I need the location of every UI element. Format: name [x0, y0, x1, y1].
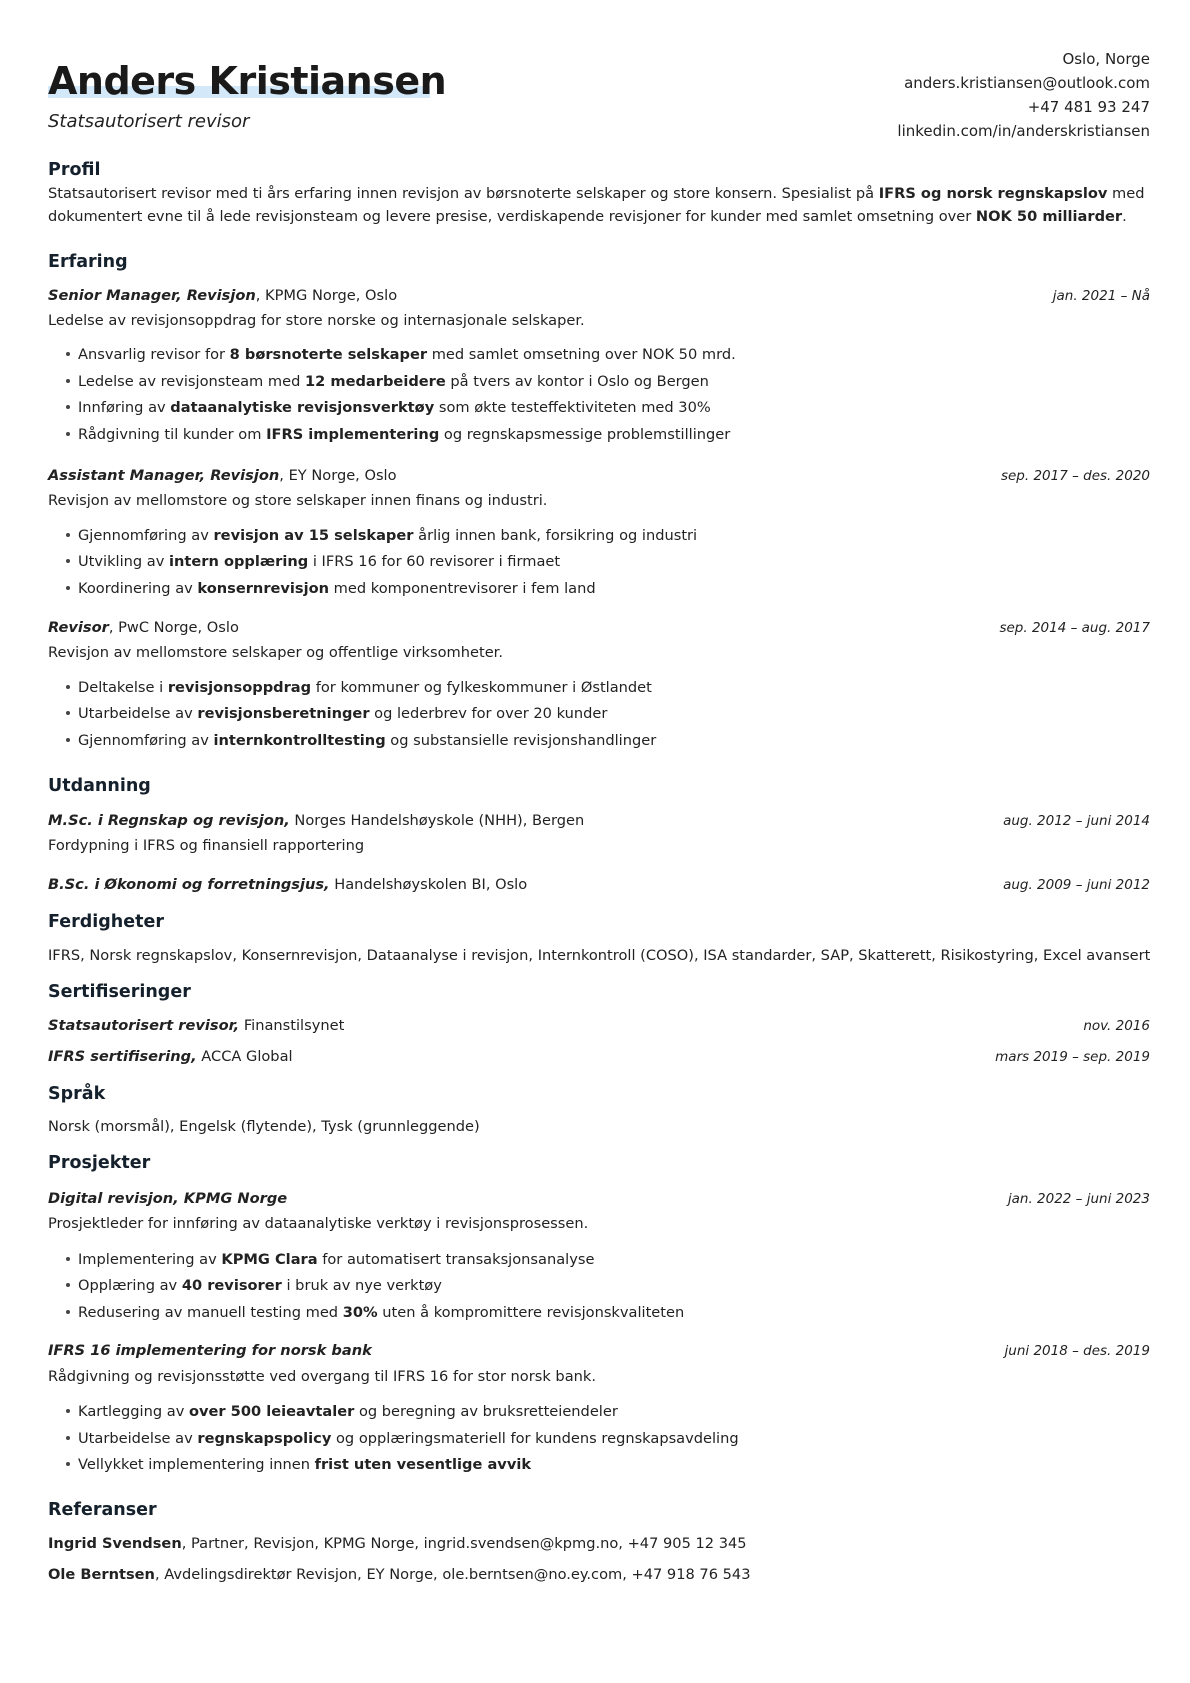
- profile-line-2: dokumentert evne til å lede revisjonsteam og levere presise, verdiskapende revisjoner for kunder med samlet omsetning over NOK 50 milliarder.: [48, 208, 1127, 225]
- section-heading-skills: Ferdigheter: [48, 910, 164, 934]
- bullet-icon: [66, 352, 70, 356]
- bullet-icon: [66, 586, 70, 590]
- bullet-icon: [66, 1283, 70, 1287]
- list-item: Kartlegging av over 500 leieavtaler og beregning av bruksretteiendeler: [66, 1401, 618, 1423]
- section-heading-profile: Profil: [48, 158, 100, 182]
- experience-entry-desc: Revisjon av mellomstore selskaper og offentlige virksomheter.: [48, 644, 503, 661]
- list-item: Deltakelse i revisjonsoppdrag for kommuner og fylkeskommuner i Østlandet: [66, 677, 652, 699]
- bullet-icon: [66, 405, 70, 409]
- reference-entry: Ole Berntsen, Avdelingsdirektør Revisjon, EY Norge, ole.berntsen@no.ey.com, +47 918 76 543: [48, 1566, 751, 1583]
- list-item: Innføring av dataanalytiske revisjonsverktøy som økte testeffektiviteten med 30%: [66, 397, 711, 419]
- contact-phone[interactable]: +47 481 93 247: [1027, 98, 1150, 116]
- education-entry-title: M.Sc. i Regnskap og revisjon, Norges Handelshøyskole (NHH), Bergen: [48, 812, 585, 829]
- list-item: Rådgivning til kunder om IFRS implementering og regnskapsmessige problemstillinger: [66, 424, 730, 446]
- project-entry-dates: jan. 2022 – juni 2023: [1007, 1191, 1150, 1207]
- bullet-icon: [66, 1436, 70, 1440]
- experience-entry-dates: sep. 2014 – aug. 2017: [999, 620, 1150, 636]
- section-heading-references: Referanser: [48, 1498, 157, 1522]
- experience-entry-title: Senior Manager, Revisjon, KPMG Norge, Oslo: [48, 287, 398, 304]
- list-item: Ansvarlig revisor for 8 børsnoterte selskaper med samlet omsetning over NOK 50 mrd.: [66, 344, 736, 366]
- bullet-icon: [66, 379, 70, 383]
- bullet-icon: [66, 432, 70, 436]
- list-item: Implementering av KPMG Clara for automatisert transaksjonsanalyse: [66, 1249, 594, 1271]
- list-item: Koordinering av konsernrevisjon med komponentrevisorer i fem land: [66, 578, 596, 600]
- list-item: Redusering av manuell testing med 30% uten å kompromittere revisjonskvaliteten: [66, 1302, 684, 1324]
- languages-list: Norsk (morsmål), Engelsk (flytende), Tysk (grunnleggende): [48, 1118, 480, 1135]
- certification-dates: mars 2019 – sep. 2019: [995, 1049, 1150, 1065]
- candidate-name: Anders Kristiansen: [48, 59, 447, 103]
- list-item: Utvikling av intern opplæring i IFRS 16 for 60 revisorer i firmaet: [66, 551, 560, 573]
- list-item: Gjennomføring av revisjon av 15 selskaper årlig innen bank, forsikring og industri: [66, 525, 697, 547]
- skills-list: IFRS, Norsk regnskapslov, Konsernrevisjon, Dataanalyse i revisjon, Internkontroll (COSO), ISA standarder, SAP, Skatterett, Risikostyring, Excel avansert: [48, 947, 1151, 964]
- experience-entry-title: Revisor, PwC Norge, Oslo: [48, 619, 239, 636]
- section-heading-projects: Prosjekter: [48, 1151, 150, 1175]
- list-item: Utarbeidelse av regnskapspolicy og opplæringsmateriell for kundens regnskapsavdeling: [66, 1428, 739, 1450]
- experience-entry-desc: Ledelse av revisjonsoppdrag for store norske og internasjonale selskaper.: [48, 312, 585, 329]
- project-entry-title: Digital revisjon, KPMG Norge: [48, 1190, 288, 1207]
- education-entry-note: Fordypning i IFRS og finansiell rapportering: [48, 837, 365, 854]
- bullet-icon: [66, 1409, 70, 1413]
- bullet-icon: [66, 533, 70, 537]
- list-item: Ledelse av revisjonsteam med 12 medarbeidere på tvers av kontor i Oslo og Bergen: [66, 371, 709, 393]
- section-heading-experience: Erfaring: [48, 250, 128, 274]
- project-entry-desc: Rådgivning og revisjonsstøtte ved overgang til IFRS 16 for stor norsk bank.: [48, 1368, 596, 1385]
- education-entry-dates: aug. 2012 – juni 2014: [1003, 813, 1150, 829]
- section-heading-languages: Språk: [48, 1082, 105, 1106]
- reference-entry: Ingrid Svendsen, Partner, Revisjon, KPMG Norge, ingrid.svendsen@kpmg.no, +47 905 12 345: [48, 1535, 747, 1552]
- section-heading-education: Utdanning: [48, 774, 151, 798]
- education-entry-title: B.Sc. i Økonomi og forretningsjus, Handelshøyskolen BI, Oslo: [48, 876, 528, 893]
- bullet-icon: [66, 1310, 70, 1314]
- education-entry-dates: aug. 2009 – juni 2012: [1003, 877, 1150, 893]
- experience-entry-dates: jan. 2021 – Nå: [1052, 288, 1150, 304]
- contact-email[interactable]: anders.kristiansen@outlook.com: [904, 74, 1150, 92]
- section-heading-certifications: Sertifiseringer: [48, 980, 191, 1004]
- experience-entry-desc: Revisjon av mellomstore og store selskaper innen finans og industri.: [48, 492, 548, 509]
- project-entry-dates: juni 2018 – des. 2019: [1004, 1343, 1150, 1359]
- bullet-icon: [66, 685, 70, 689]
- profile-line-1: Statsautorisert revisor med ti års erfaring innen revisjon av børsnoterte selskaper og store konsern. Spesialist på IFRS og norsk regnskapslov med: [48, 185, 1145, 202]
- list-item: Opplæring av 40 revisorer i bruk av nye verktøy: [66, 1275, 442, 1297]
- bullet-icon: [66, 559, 70, 563]
- certification-entry: IFRS sertifisering, ACCA Global: [48, 1048, 293, 1065]
- contact-location: Oslo, Norge: [1062, 50, 1150, 68]
- list-item: Gjennomføring av internkontrolltesting og substansielle revisjonshandlinger: [66, 730, 656, 752]
- certification-dates: nov. 2016: [1083, 1018, 1150, 1034]
- bullet-icon: [66, 1257, 70, 1261]
- experience-entry-dates: sep. 2017 – des. 2020: [1000, 468, 1150, 484]
- experience-entry-title: Assistant Manager, Revisjon, EY Norge, Oslo: [48, 467, 397, 484]
- candidate-title: Statsautorisert revisor: [48, 111, 250, 132]
- bullet-icon: [66, 738, 70, 742]
- list-item: Vellykket implementering innen frist uten vesentlige avvik: [66, 1454, 531, 1476]
- list-item: Utarbeidelse av revisjonsberetninger og lederbrev for over 20 kunder: [66, 703, 607, 725]
- certification-entry: Statsautorisert revisor, Finanstilsynet: [48, 1017, 345, 1034]
- bullet-icon: [66, 1462, 70, 1466]
- contact-linkedin[interactable]: linkedin.com/in/anderskristiansen: [897, 122, 1150, 140]
- bullet-icon: [66, 711, 70, 715]
- project-entry-desc: Prosjektleder for innføring av dataanalytiske verktøy i revisjonsprosessen.: [48, 1215, 589, 1232]
- project-entry-title: IFRS 16 implementering for norsk bank: [48, 1342, 372, 1359]
